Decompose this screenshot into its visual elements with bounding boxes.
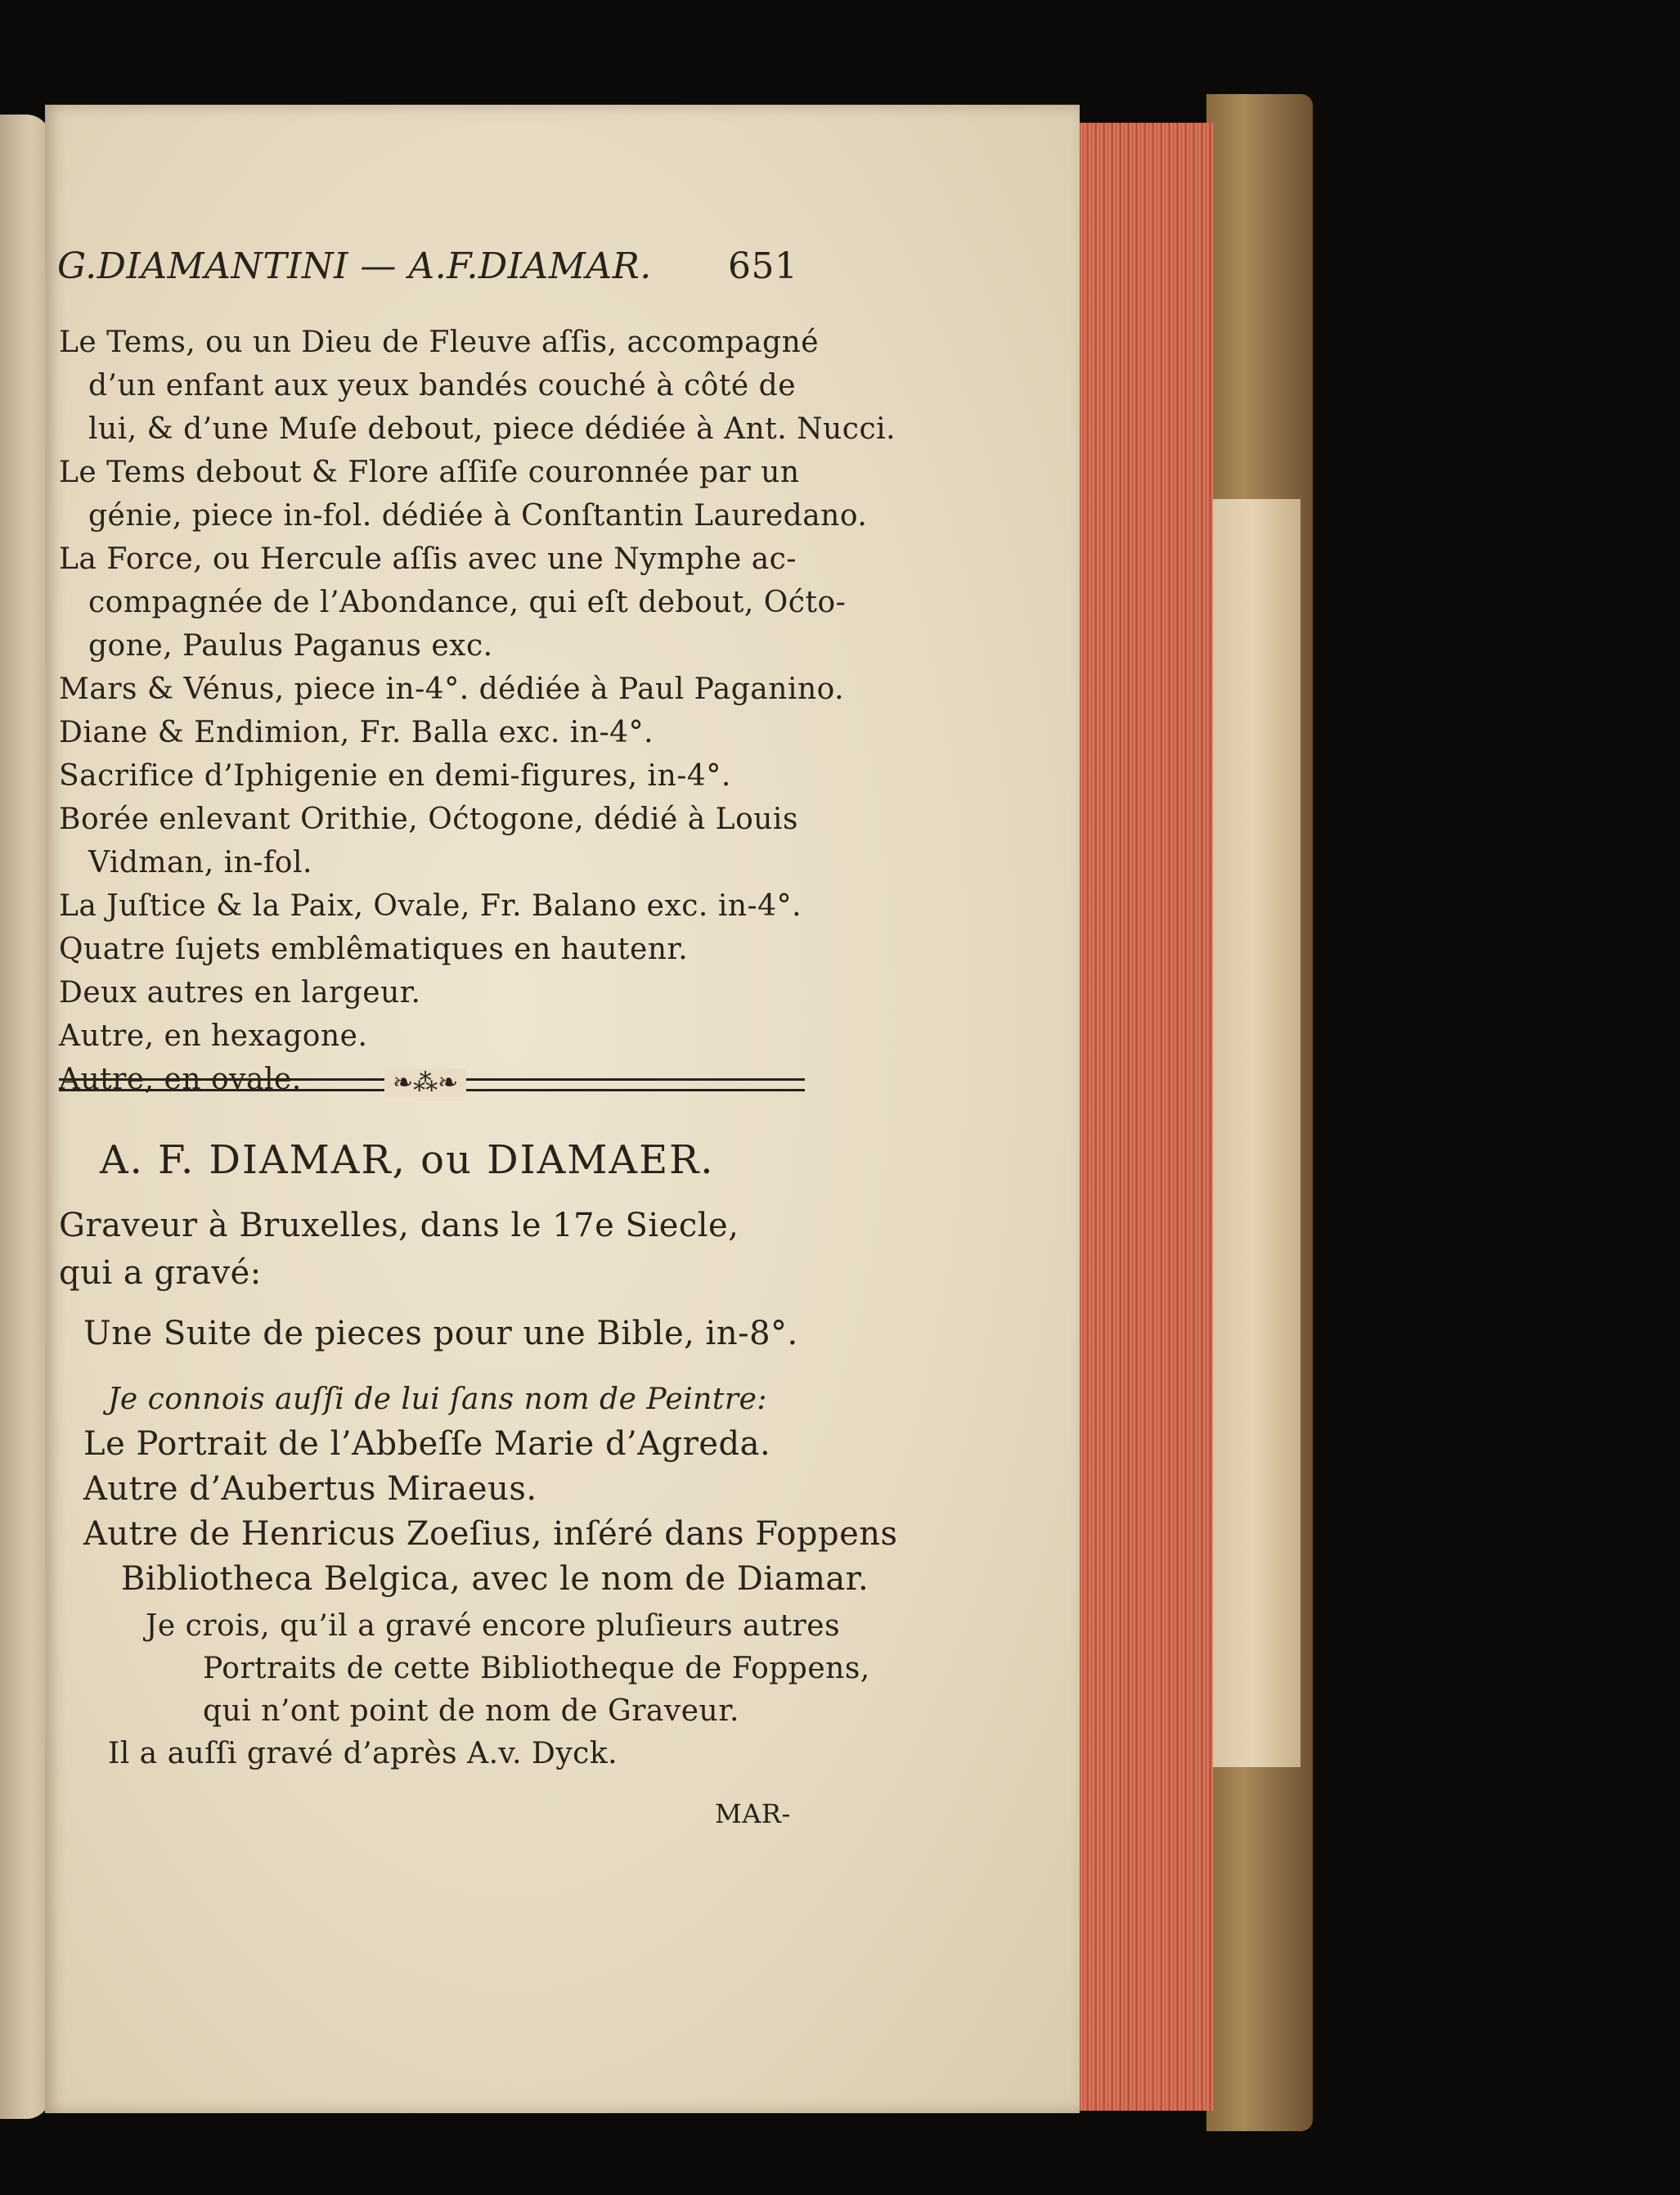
entry-line: lui, & d’une Muſe debout, piece dédiée à Ant. Nucci. [88,412,896,446]
entry-line: La Force, ou Hercule aſſis avec une Nymphe ac- [59,542,797,576]
work-line: Autre d’Aubertus Miraeus. [83,1470,537,1508]
work-line: Bibliotheca Belgica, avec le nom de Diamar. [121,1560,869,1598]
book-page [45,105,1080,2113]
entry-line: compagnée de l’Abondance, qui eſt debout, Oćto- [88,586,847,619]
final-line: Il a auſſi gravé d’après A.v. Dyck. [108,1737,618,1770]
entry-line: gone, Paulus Paganus exc. [88,629,493,663]
entry-line: Deux autres en largeur. [59,976,421,1010]
work-line: Une Suite de pieces pour une Bible, in-8°. [83,1315,798,1352]
cover-paper-strip [1202,499,1300,1767]
entry-line: d’un enfant aux yeux bandés couché à côté de [88,369,797,403]
intro-line: Graveur à Bruxelles, dans le 17e Siecle, [59,1207,739,1244]
red-page-edges [1063,123,1213,2111]
work-line: Autre de Henricus Zoeſius, inſéré dans Foppens [83,1515,898,1553]
entry-line: Diane & Endimion, Fr. Balla exc. in-4°. [59,716,654,749]
section-title: A. F. DIAMAR, ou DIAMAER. [100,1137,715,1183]
page-number: 651 [728,245,798,287]
entry-line: génie, piece in-fol. dédiée à Conſtantin Lauredano. [88,499,868,533]
entry-line: Le Tems, ou un Dieu de Fleuve aſſis, accompagné [59,326,820,359]
entry-line: Quatre ſujets emblêmatiques en hautenr. [59,933,689,966]
facing-page-edge [0,115,51,2119]
entry-line: La Juſtice & la Paix, Ovale, Fr. Balano exc. in-4°. [59,889,802,923]
entry-line: Autre, en hexagone. [59,1019,368,1053]
running-title: G.DIAMANTINI — A.F.DIAMAR. [57,245,652,287]
known-heading: Je connois auſſi de lui ſans nom de Peintre: [108,1383,768,1416]
note-line: Portraits de cette Bibliotheque de Foppens, [203,1652,870,1685]
work-line: Le Portrait de l’Abbeſſe Marie d’Agreda. [83,1425,771,1463]
entry-line: Sacrifice d’Iphigenie en demi-figures, in-4°. [59,759,731,793]
note-line: qui n’ont point de nom de Graveur. [203,1694,739,1728]
divider-ornament: ❧⁂❧ [384,1068,466,1097]
entry-line: Vidman, in-fol. [88,846,312,879]
entry-line: Borée enlevant Orithie, Oćtogone, dédié à Louis [59,803,798,836]
entry-line: Mars & Vénus, piece in-4°. dédiée à Paul Paganino. [59,672,845,706]
catchword: MAR- [715,1798,791,1829]
entry-line: Autre, en ovale. [59,1063,302,1096]
note-line: Je crois, qu’il a gravé encore pluſieurs autres [146,1609,841,1643]
entry-line: Le Tems debout & Flore aſſiſe couronnée par un [59,456,800,489]
intro-line: qui a gravé: [59,1254,262,1292]
